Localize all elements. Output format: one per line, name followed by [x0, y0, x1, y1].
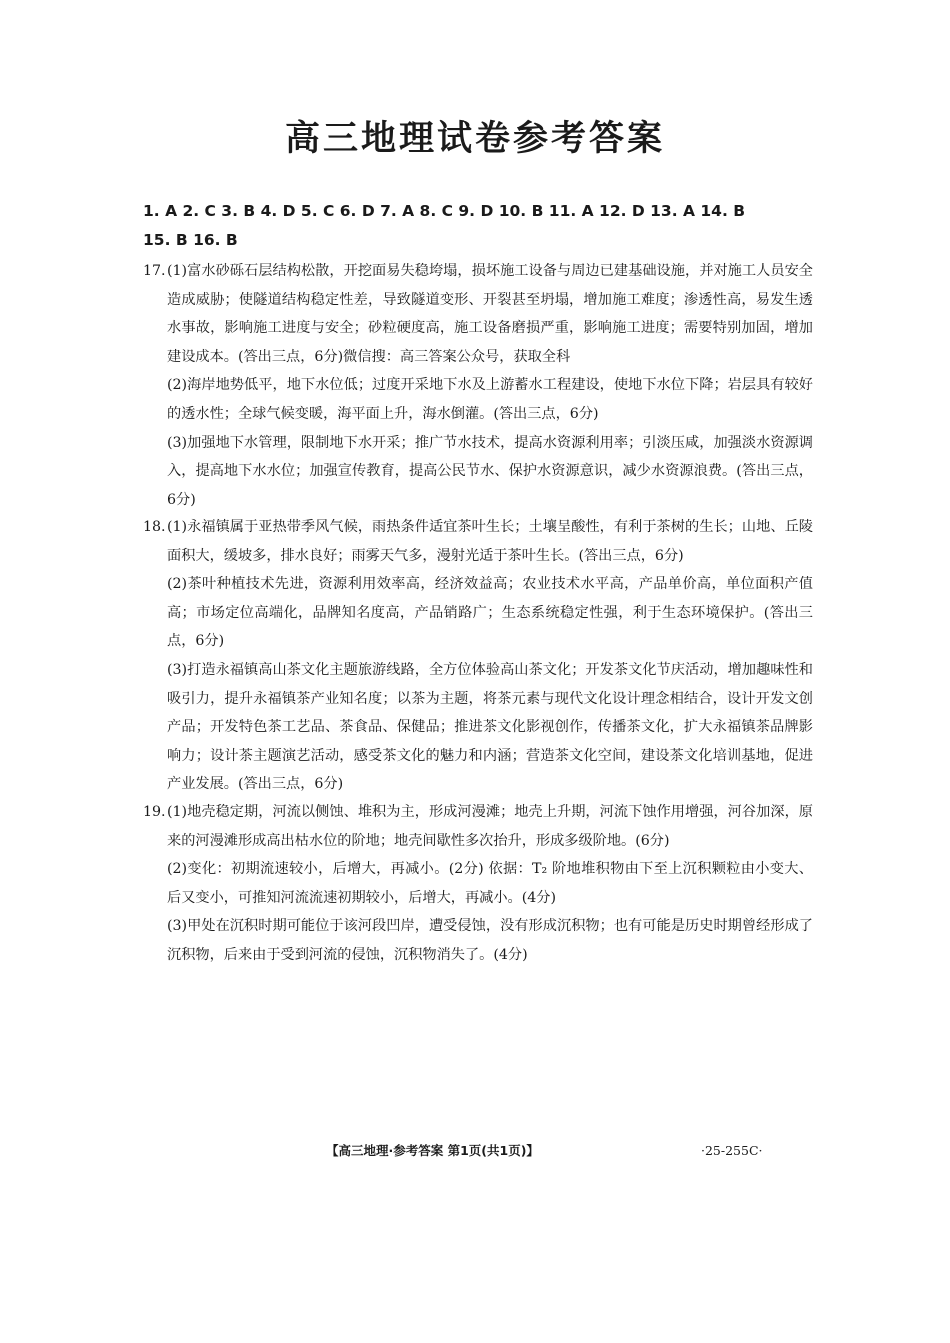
answer-part-1: (1)永福镇属于亚热带季风气候，雨热条件适宜茶叶生长；土壤呈酸性，有利于茶树的生长；山地、丘陵面积大，缓坡多，排水良好；雨雾天气多，漫射光适于茶叶生长。(答出三点，6分) [167, 519, 813, 564]
footer-exam-code: ·25-255C· [701, 1143, 763, 1158]
question-number: 19. [143, 804, 166, 820]
answer-part-2: (2)海岸地势低平，地下水位低；过度开采地下水及上游蓄水工程建设，使地下水位下降；岩层具有较好的透水性；全球气候变暖，海平面上升，海水倒灌。(答出三点，6分) [167, 377, 813, 422]
multiple-choice-answers-line-2: 15. B 16. B [143, 231, 238, 249]
page-title: 高三地理试卷参考答案 [284, 119, 665, 159]
footer-page-info: 【高三地理·参考答案 第1页(共1页)】 [326, 1143, 539, 1158]
question-19 [143, 798, 813, 970]
answer-part-2: (2)变化：初期流速较小，后增大，再减小。(2分) 依据：T₂ 阶地堆积物由下至上沉积颗粒由小变大、后又变小，可推知河流流速初期较小，后增大，再减小。(4分) [167, 861, 813, 906]
question-number: 17. [143, 263, 166, 279]
answer-part-1: (1)地壳稳定期，河流以侧蚀、堆积为主，形成河漫滩；地壳上升期，河流下蚀作用增强，河谷加深，原来的河漫滩形成高出枯水位的阶地；地壳间歇性多次抬升，形成多级阶地。(6分) [167, 804, 813, 849]
answer-part-1: (1)富水砂砾石层结构松散，开挖面易失稳垮塌，损坏施工设备与周边已建基础设施，并对施工人员安全造成威胁；使隧道结构稳定性差，导致隧道变形、开裂甚至坍塌，增加施工难度；渗透性高，易发生透水事故，影响施工进度与安全；砂粒硬度高，施工设备磨损严重，影响施工进度；需要特别加固，增加建设成本。(答出三点，6分)微信搜：高三答案公众号，获取全科 [167, 263, 813, 365]
multiple-choice-answers-line-1: 1. A 2. C 3. B 4. D 5. C 6. D 7. A 8. C 9. D 10. B 11. A 12. D 13. A 14. B [143, 202, 746, 220]
question-17 [143, 257, 813, 514]
question-number: 18. [143, 519, 166, 535]
answer-part-3: (3)甲处在沉积时期可能位于该河段凹岸，遭受侵蚀，没有形成沉积物；也有可能是历史时期曾经形成了沉积物，后来由于受到河流的侵蚀，沉积物消失了。(4分) [167, 918, 813, 963]
question-18 [143, 513, 813, 799]
answer-part-2: (2)茶叶种植技术先进，资源利用效率高，经济效益高；农业技术水平高，产品单价高，单位面积产值高；市场定位高端化，品牌知名度高，产品销路广；生态系统稳定性强，利于生态环境保护。(答出三点，6分) [167, 576, 813, 650]
answer-part-3: (3)加强地下水管理，限制地下水开采；推广节水技术，提高水资源利用率；引淡压咸，加强淡水资源调入，提高地下水水位；加强宣传教育，提高公民节水、保护水资源意识，减少水资源浪费。(答出三点，6分) [167, 434, 813, 508]
answer-part-3: (3)打造永福镇高山茶文化主题旅游线路，全方位体验高山茶文化；开发茶文化节庆活动，增加趣味性和吸引力，提升永福镇茶产业知名度；以茶为主题，将茶元素与现代文化设计理念相结合，设计开发文创产品；开发特色茶工艺品、茶食品、保健品；推进茶文化影视创作，传播茶文化，扩大永福镇茶品牌影响力；设计茶主题演艺活动，感受茶文化的魅力和内涵；营造茶文化空间，建设茶文化培训基地，促进产业发展。(答出三点，6分) [167, 661, 813, 793]
